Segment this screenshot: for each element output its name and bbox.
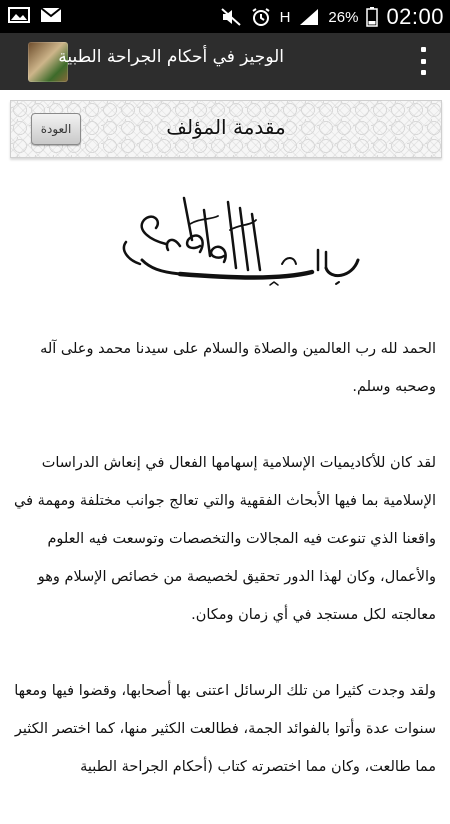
app-title: الوجيز في أحكام الجراحة الطبية xyxy=(58,47,284,67)
app-bar xyxy=(0,33,450,90)
article-body xyxy=(14,330,436,824)
battery-percent: 26% xyxy=(328,8,359,26)
image-icon xyxy=(8,6,30,24)
paragraph: الحمد لله رب العالمين والصلاة والسلام على سيدنا محمد وعلى آله وصحبه وسلم. xyxy=(40,341,436,395)
alarm-icon xyxy=(250,8,272,26)
paragraph: لقد كان للأكاديميات الإسلامية إسهامها الفعال في إنعاش الدراسات الإسلامية بما فيها الأبحاث الفقهية والتي تعالج جوانب مختلفة ومهمة في واقعنا الذي تنوعت فيه المجالات والتخصصات وتوسعت فيه العلوم والأعمال، وكان لهذا الدور تحقيق لخصيصة من خصائص الإسلام وهو معالجته لكل مستجد في أي زمان ومكان. xyxy=(14,455,436,623)
status-bar xyxy=(0,0,450,33)
page-title: مقدمة المؤلف xyxy=(166,115,286,139)
mute-icon xyxy=(220,8,242,26)
paragraph: ولقد وجدت كثيرا من تلك الرسائل اعتنى بها أصحابها، وقضوا فيها ومعها سنوات عدة وأتوا بالفوائد الجمة، فطالعت الكثير منها، كما اختصر الكثير مما طالعت، وكان مما اختصرته كتاب (أحكام الجراحة الطبية xyxy=(14,683,436,775)
network-type: H xyxy=(279,8,291,26)
basmala-calligraphy xyxy=(80,190,370,300)
clock: 02:00 xyxy=(386,4,444,29)
overflow-menu-icon[interactable] xyxy=(418,47,428,75)
battery-icon xyxy=(366,7,378,27)
gmail-icon xyxy=(40,6,62,24)
signal-icon xyxy=(298,8,320,26)
back-button[interactable]: العودة xyxy=(31,113,81,145)
section-header xyxy=(10,100,442,158)
